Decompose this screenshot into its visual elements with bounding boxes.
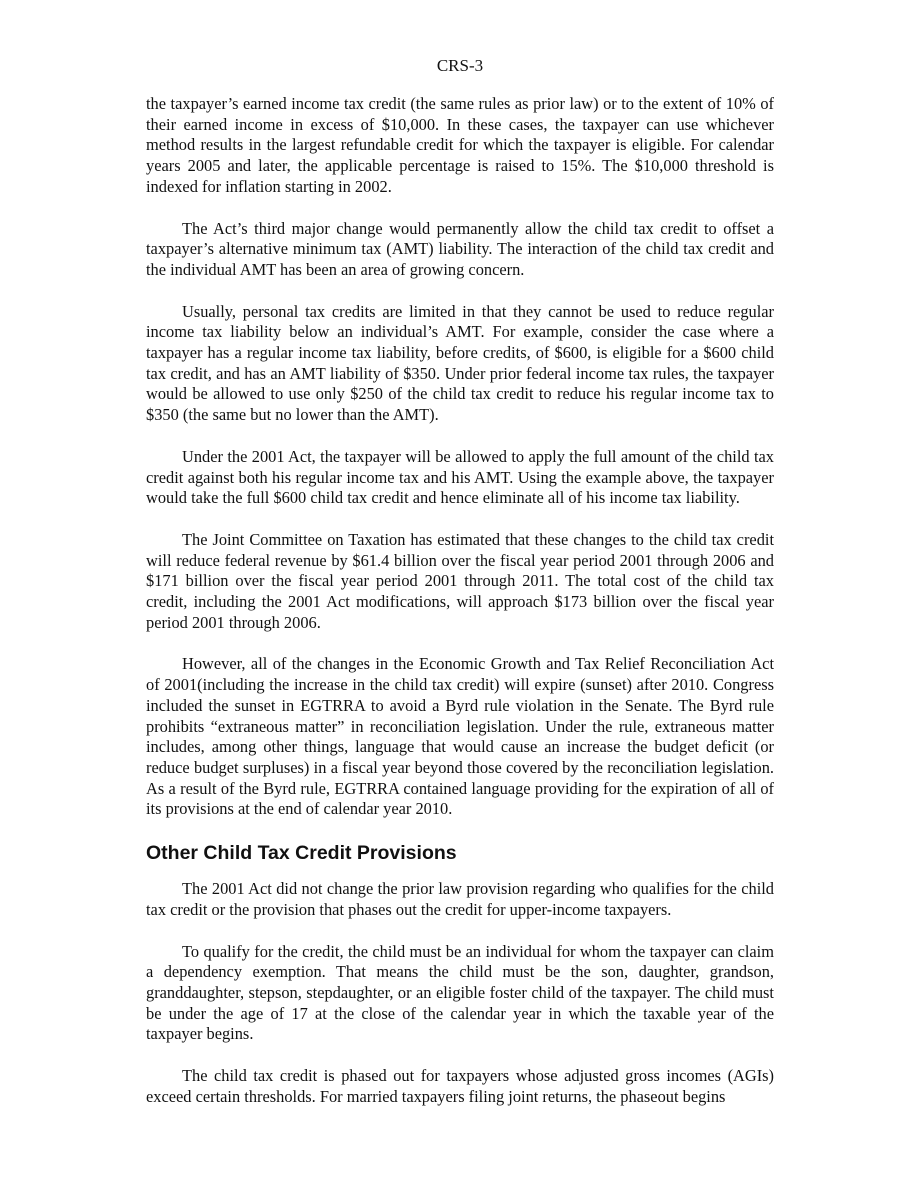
paragraph-phaseout: The child tax credit is phased out for taxpayers whose adjusted gross incomes (AGIs) exceed certain thresholds. For married taxpayers filing joint returns, the phaseout begins bbox=[146, 1066, 774, 1106]
paragraph-earned-income: the taxpayer’s earned income tax credit (the same rules as prior law) or to the extent of 10% of their earned income in excess of $10,000. In these cases, the taxpayer can use whichever method results in the largest refundable credit for which the taxpayer is eligible. For calendar years 2005 and later, the applicable percentage is raised to 15%. The $10,000 threshold is indexed for inflation starting in 2002. bbox=[146, 94, 774, 196]
document-body bbox=[146, 94, 774, 1128]
paragraph-amt-example: Usually, personal tax credits are limited in that they cannot be used to reduce regular income tax liability below an individual’s AMT. For example, consider the case where a taxpayer has a regular income tax liability, before credits, of $600, is eligible for a $600 child tax credit, and has an AMT liability of $350. Under prior federal income tax rules, the taxpayer would be allowed to use only $250 of the child tax credit to reduce his regular income tax to $350 (the same but no lower than the AMT). bbox=[146, 301, 774, 425]
paragraph-sunset-byrd-rule: However, all of the changes in the Economic Growth and Tax Relief Reconciliation Act of 2001(including the increase in the child tax credit) will expire (sunset) after 2010. Congress included the sunset in EGTRRA to avoid a Byrd rule violation in the Senate. The Byrd rule prohibits “extraneous matter” in reconciliation legislation. Under the rule, extraneous matter includes, among other things, language that would cause an increase the budget deficit (or reduce budget surpluses) in a fiscal year beyond those covered by the reconciliation legislation. As a result of the Byrd rule, EGTRRA contained language providing for the expiration of all of its provisions at the end of calendar year 2010. bbox=[146, 654, 774, 819]
paragraph-revenue-estimate: The Joint Committee on Taxation has estimated that these changes to the child tax credit will reduce federal revenue by $61.4 billion over the fiscal year period 2001 through 2006 and $171 billion over the fiscal year period 2001 through 2011. The total cost of the child tax credit, including the 2001 Act modifications, will approach $173 billion over the fiscal year period 2001 through 2006. bbox=[146, 529, 774, 632]
paragraph-amt-offset: The Act’s third major change would permanently allow the child tax credit to offset a taxpayer’s alternative minimum tax (AMT) liability. The interaction of the child tax credit and the individual AMT has been an area of growing concern. bbox=[146, 218, 774, 279]
paragraph-2001-act-amt: Under the 2001 Act, the taxpayer will be allowed to apply the full amount of the child tax credit against both his regular income tax and his AMT. Using the example above, the taxpayer would take the full $600 child tax credit and hence eliminate all of his income tax liability. bbox=[146, 446, 774, 508]
paragraph-prior-law-provisions: The 2001 Act did not change the prior law provision regarding who qualifies for the child tax credit or the provision that phases out the credit for upper-income taxpayers. bbox=[146, 879, 774, 919]
paragraph-qualifying-child: To qualify for the credit, the child must be an individual for whom the taxpayer can claim a dependency exemption. That means the child must be the son, daughter, grandson, granddaughter, stepson, stepdaughter, or an eligible foster child of the taxpayer. The child must be under the age of 17 at the close of the calendar year in which the taxable year of the taxpayer begins. bbox=[146, 941, 774, 1044]
page-number-label: CRS-3 bbox=[436, 56, 484, 75]
section-heading: Other Child Tax Credit Provisions bbox=[146, 842, 457, 865]
